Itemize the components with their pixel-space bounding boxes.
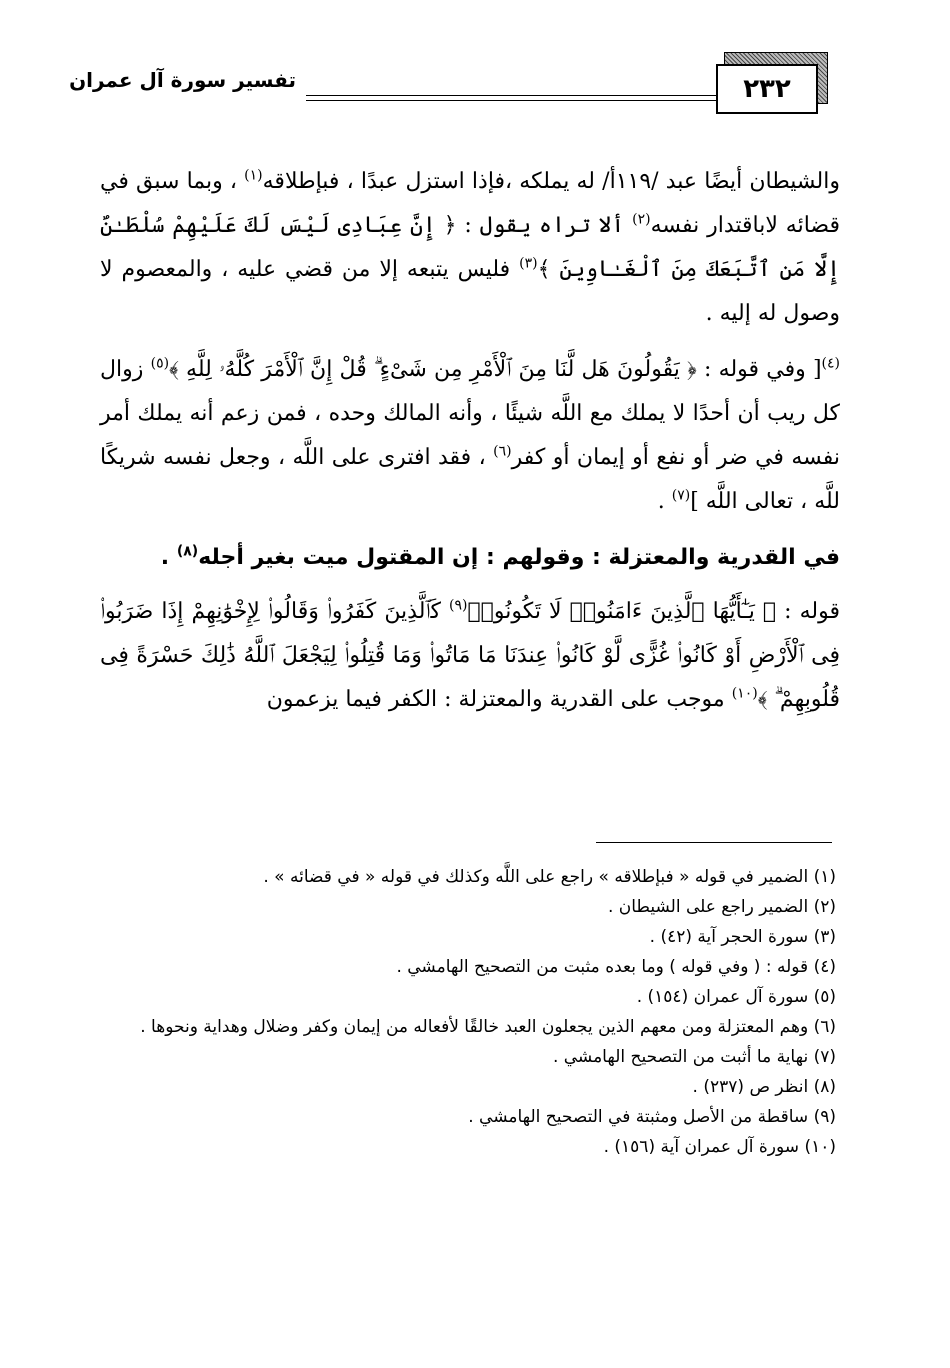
footnote-3: (٣) سورة الحجر آية (٤٢) .	[649, 927, 836, 947]
footnote-7: (٧) نهاية ما أثبت من التصحيح الهامشي .	[552, 1047, 836, 1067]
page-header	[69, 40, 832, 120]
footnote-9: (٩) ساقطة من الأصل ومثبتة في التصحيح الهامشي .	[468, 1107, 836, 1127]
paragraph-2-text-c: .	[657, 489, 665, 514]
footnote-10: (١٠) سورة آل عمران آية (١٥٦) .	[603, 1137, 836, 1157]
paragraph-2-quran-quote: [ وفي قوله : ﴿ يَقُولُونَ هَل لَّنَا مِنَ ٱلْأَمْرِ مِن شَىْءٍ ۗ قُلْ إِنَّ ٱلْأَمْرَ كُلَّهُۥ لِلَّهِ ﴾	[169, 357, 822, 382]
paragraph-2	[100, 348, 840, 524]
footnote-ref-10: (١٠)	[731, 685, 758, 702]
section-heading-end: .	[160, 545, 170, 570]
paragraph-3-text: موجب على القدرية والمعتزلة : الكفر فيما يزعمون	[266, 687, 725, 712]
paragraph-1-quran-quote: ألا تراه يقول : ﴿ إِنَّ عِبَادِى لَيْسَ لَكَ عَلَيْهِمْ سُلْطَـٰنٌ إِلَّا مَنِ ٱتَّبَعَكَ مِنَ ٱلْغَـٰاوِينَ ﴾	[100, 213, 841, 282]
footnote-separator	[596, 842, 832, 843]
footnote-1: (١) الضمير في قوله « فبإطلاقه » راجع على اللَّه وكذلك في قوله « في قضائه » .	[263, 867, 836, 887]
footnote-6: (٦) وهم المعتزلة ومن معهم الذين يجعلون العبد خالقًا لأفعاله من إيمان وكفر وضلال وهداية ونحوها .	[140, 1017, 836, 1037]
footnote-ref-4: (٤)	[821, 355, 840, 372]
footnote-8: (٨) انظر ص (٢٣٧) .	[692, 1077, 836, 1097]
paragraph-2-text-b: ، فقد افترى على اللَّه ، وجعل نفسه شريكًا للَّه ، تعالى اللَّه ]	[100, 445, 840, 514]
paragraph-2-text-a: زوال كل ريب أن أحدًا لا يملك مع اللَّه شيئًا ، وأنه المالك وحده ، فمن زعم أنه يملك أمر نفسه في ضر أو نفع أو إيمان أو كفر	[100, 357, 841, 470]
paragraph-1-text-b: ، وبما سبق في قضائه لاباقتدار نفسه	[100, 169, 841, 238]
paragraph-1-text-c: فليس يتبعه إلا من قضي عليه ، والمعصوم لا وصول له إليه .	[100, 257, 840, 326]
paragraph-3	[100, 590, 840, 722]
footnote-ref-2: (٢)	[632, 211, 651, 228]
footnote-ref-7: (٧)	[671, 487, 691, 504]
paragraph-3-quran-quote-a: قوله : ﴿ يَـٰٓأَيُّهَا ٱلَّذِينَ ءَامَنُوا۟ لَا تَكُونُوا۟	[467, 599, 840, 624]
main-text	[100, 160, 840, 734]
section-heading	[100, 536, 840, 580]
section-heading-text: في القدرية والمعتزلة : وقولهم : إن المقتول ميت بغير أجله	[198, 545, 840, 570]
footnote-ref-3: (٣)	[519, 255, 538, 272]
paragraph-1	[100, 160, 840, 336]
footnote-ref-5: (٥)	[150, 355, 170, 372]
page-number: ٢٣٢	[716, 64, 818, 114]
running-title: تفسير سورة آل عمران	[69, 68, 296, 92]
paragraph-1-text-a: والشيطان أيضًا عبد /١١٩أ/ له يملكه ،فإذا استزل عبدًا ، فبإطلاقه	[262, 169, 840, 194]
footnote-2: (٢) الضمير راجع على الشيطان .	[607, 897, 836, 917]
footnotes	[96, 862, 836, 1162]
footnote-ref-6: (٦)	[493, 443, 512, 460]
footnote-4: (٤) قوله : ( وفي قوله ) وما بعده مثبت من التصحيح الهامشي .	[396, 957, 836, 977]
footnote-ref-9: (٩)	[449, 597, 468, 614]
header-rule	[306, 95, 716, 101]
footnote-ref-1: (١)	[244, 167, 263, 184]
paragraph-3-quran-quote-b: كَٱلَّذِينَ كَفَرُوا۟ وَقَالُوا۟ لِإِخْوَٰنِهِمْ إِذَا ضَرَبُوا۟ فِى ٱلْأَرْضِ أَوْ كَانُوا۟ غُزًّى لَّوْ كَانُوا۟ عِندَنَا مَا مَاتُوا۟ وَمَا قُتِلُوا۟ لِيَجْعَلَ ٱللَّهُ ذَٰلِكَ حَسْرَةً فِى قُلُوبِهِمْ ۗ ﴾	[100, 599, 840, 712]
footnote-5: (٥) سورة آل عمران (١٥٤) .	[636, 987, 836, 1007]
footnote-ref-8: (٨)	[176, 543, 199, 560]
